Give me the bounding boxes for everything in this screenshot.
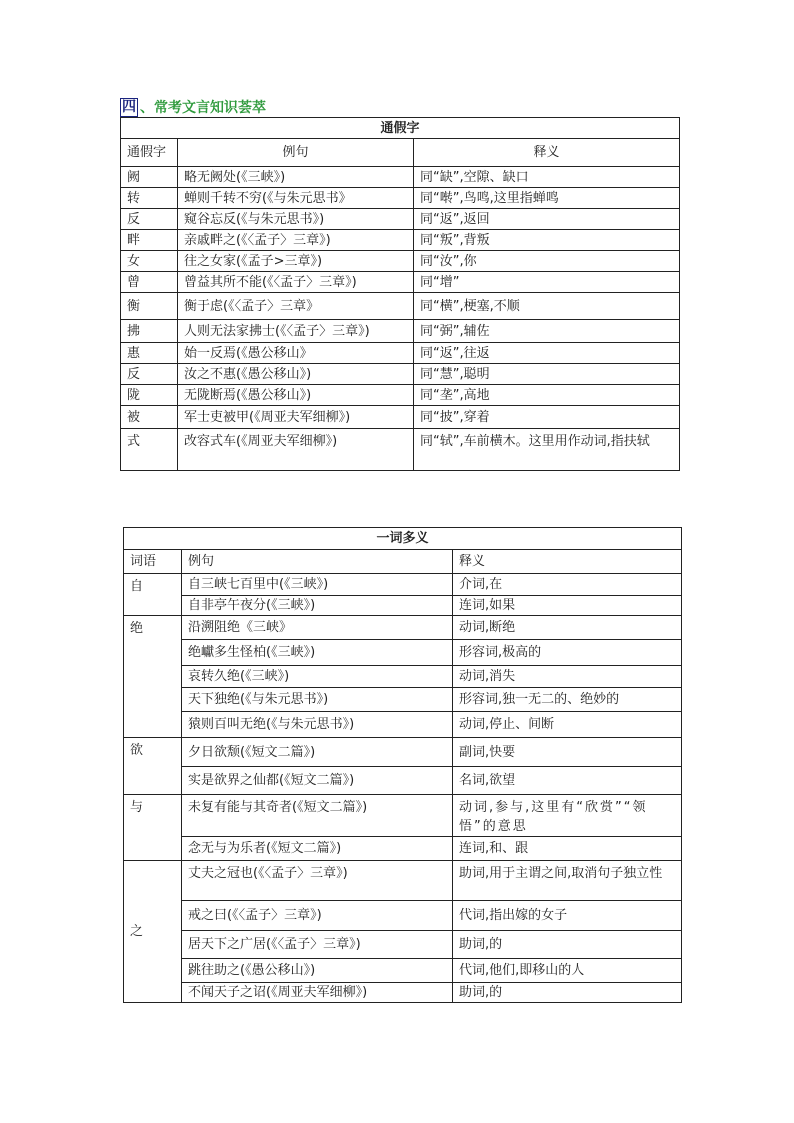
example-sentence: 沿溯阻绝《三峡》	[182, 616, 453, 640]
table-row	[121, 320, 680, 343]
yiciduoyi-table	[123, 527, 682, 1003]
example-sentence: 天下独绝(《与朱元思书》)	[182, 688, 453, 712]
example-sentence: 曾益其所不能(《〈孟子〉三章》)	[178, 272, 414, 293]
section-heading	[120, 97, 266, 117]
meaning: 同“披”,穿着	[414, 406, 680, 429]
example-sentence: 始一反焉(《愚公移山》	[178, 343, 414, 364]
meaning: 代词,他们,即移山的人	[453, 959, 682, 983]
section-separator: 、	[140, 100, 154, 116]
table-row	[124, 931, 682, 959]
table-row	[121, 230, 680, 251]
example-sentence: 夕日欲颓(《短文二篇》)	[182, 738, 453, 767]
meaning: 连词,和、跟	[453, 837, 682, 861]
example-sentence: 蝉则千转不穷(《与朱元思书》	[178, 188, 414, 209]
table-row	[121, 167, 680, 188]
section-title: 常考文言知识荟萃	[154, 100, 266, 116]
table-row	[124, 861, 682, 901]
example-sentence: 略无阙处(《三峡》)	[178, 167, 414, 188]
table-row	[121, 343, 680, 364]
table-row	[121, 272, 680, 293]
word-cell: 之	[124, 861, 182, 1003]
tongjiazi-char: 陇	[121, 385, 178, 406]
table-row	[124, 901, 682, 931]
tongjiazi-char: 转	[121, 188, 178, 209]
tongjiazi-char: 阙	[121, 167, 178, 188]
tongjiazi-char: 女	[121, 251, 178, 272]
example-sentence: 不闻天子之诏(《周亚夫军细柳》)	[182, 983, 453, 1003]
table-row	[124, 738, 682, 767]
meaning: 同“横”,梗塞,不顺	[414, 293, 680, 320]
word-cell: 绝	[124, 616, 182, 738]
tongjiazi-char: 拂	[121, 320, 178, 343]
tongjiazi-char: 衡	[121, 293, 178, 320]
table-row	[121, 406, 680, 429]
tongjiazi-char: 反	[121, 364, 178, 385]
word-cell: 与	[124, 795, 182, 861]
meaning: 代词,指出嫁的女子	[453, 901, 682, 931]
meaning: 同“轼”,车前横木。这里用作动词,指扶轼	[414, 429, 680, 471]
meaning: 同“汝”,你	[414, 251, 680, 272]
example-sentence: 衡于虑(《〈孟子〉三章》	[178, 293, 414, 320]
table-row	[124, 983, 682, 1003]
example-sentence: 汝之不惠(《愚公移山》)	[178, 364, 414, 385]
example-sentence: 丈夫之冠也(《〈孟子〉三章》)	[182, 861, 453, 901]
example-sentence: 戒之曰(《〈孟子〉三章》)	[182, 901, 453, 931]
example-sentence: 哀转久绝(《三峡》)	[182, 666, 453, 688]
table-row	[121, 188, 680, 209]
example-sentence: 改容式车(《周亚夫军细柳》)	[178, 429, 414, 471]
example-sentence: 跳往助之(《愚公移山》)	[182, 959, 453, 983]
table-row	[124, 666, 682, 688]
table-row	[124, 688, 682, 712]
meaning: 动词,消失	[453, 666, 682, 688]
table-row	[124, 712, 682, 738]
tongjiazi-char: 被	[121, 406, 178, 429]
example-sentence: 往之女家(《孟子>三章》)	[178, 251, 414, 272]
example-sentence: 居天下之广居(《〈孟子〉三章》)	[182, 931, 453, 959]
meaning: 同“返”,返回	[414, 209, 680, 230]
example-sentence: 念无与为乐者(《短文二篇》)	[182, 837, 453, 861]
meaning: 副词,快要	[453, 738, 682, 767]
example-sentence: 自三峡七百里中(《三峡》)	[182, 574, 453, 596]
meaning: 介词,在	[453, 574, 682, 596]
yiciduoyi-title: 一词多义	[124, 528, 682, 550]
meaning: 动词,参与,这里有“欣赏”“领悟”的意思	[453, 795, 682, 837]
example-sentence: 实是欲界之仙都(《短文二篇》)	[182, 767, 453, 795]
meaning: 同“慧”,聪明	[414, 364, 680, 385]
table-row	[124, 767, 682, 795]
meaning: 同“垄”,高地	[414, 385, 680, 406]
tongjiazi-char: 畔	[121, 230, 178, 251]
table-row	[124, 795, 682, 837]
tongjiazi-char: 惠	[121, 343, 178, 364]
example-sentence: 绝巘多生怪柏(《三峡》)	[182, 640, 453, 666]
example-sentence: 窥谷忘反(《与朱元思书》)	[178, 209, 414, 230]
table-row	[124, 959, 682, 983]
section-number: 四	[122, 98, 136, 115]
tongjiazi-char: 式	[121, 429, 178, 471]
meaning: 助词,的	[453, 983, 682, 1003]
tongjiazi-title: 通假字	[121, 118, 680, 139]
table-row	[121, 364, 680, 385]
example-sentence: 无陇断焉(《愚公移山》)	[178, 385, 414, 406]
table-row	[124, 616, 682, 640]
meaning: 名词,欲望	[453, 767, 682, 795]
meaning: 同“弼”,辅佐	[414, 320, 680, 343]
table-row	[121, 385, 680, 406]
word-cell: 自	[124, 574, 182, 616]
tongjiazi-char: 曾	[121, 272, 178, 293]
header-meaning: 释义	[453, 550, 682, 574]
tongjiazi-table	[120, 117, 680, 471]
example-sentence: 猿则百叫无绝(《与朱元思书》)	[182, 712, 453, 738]
tongjiazi-char: 反	[121, 209, 178, 230]
example-sentence: 未复有能与其奇者(《短文二篇》)	[182, 795, 453, 837]
meaning: 形容词,极高的	[453, 640, 682, 666]
meaning: 同“返”,往返	[414, 343, 680, 364]
table-row	[124, 596, 682, 616]
header-tongjiazi: 通假字	[121, 139, 178, 167]
header-example: 例句	[178, 139, 414, 167]
table-row	[121, 209, 680, 230]
table-row	[121, 293, 680, 320]
example-sentence: 军士吏被甲(《周亚夫军细柳》)	[178, 406, 414, 429]
meaning: 同“叛”,背叛	[414, 230, 680, 251]
header-word: 词语	[124, 550, 182, 574]
header-meaning: 释义	[414, 139, 680, 167]
meaning: 形容词,独一无二的、绝妙的	[453, 688, 682, 712]
meaning: 助词,用于主谓之间,取消句子独立性	[453, 861, 682, 901]
table-row	[124, 640, 682, 666]
meaning: 动词,停止、间断	[453, 712, 682, 738]
example-sentence: 自非亭午夜分(《三峡》)	[182, 596, 453, 616]
meaning: 同“啭”,鸟鸣,这里指蝉鸣	[414, 188, 680, 209]
meaning: 同“增”	[414, 272, 680, 293]
word-cell: 欲	[124, 738, 182, 795]
meaning: 连词,如果	[453, 596, 682, 616]
header-example: 例句	[182, 550, 453, 574]
example-sentence: 人则无法家拂士(《〈孟子〉三章》)	[178, 320, 414, 343]
meaning: 同“缺”,空隙、缺口	[414, 167, 680, 188]
table-row	[124, 574, 682, 596]
table-row	[121, 251, 680, 272]
meaning: 动词,断绝	[453, 616, 682, 640]
meaning: 助词,的	[453, 931, 682, 959]
table-row	[124, 837, 682, 861]
table-row	[121, 429, 680, 471]
example-sentence: 亲戚畔之(《〈孟子〉三章》)	[178, 230, 414, 251]
